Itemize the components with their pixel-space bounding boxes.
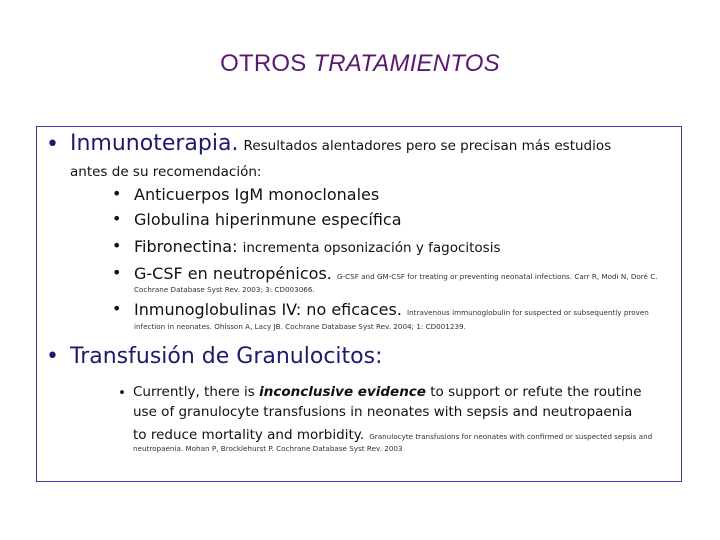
title-part-plain: OTROS xyxy=(220,50,314,77)
list-item-bullet: • xyxy=(112,209,122,228)
immuno-heading-line xyxy=(70,131,611,156)
transfusion-bullet: • xyxy=(46,344,59,369)
list-item-ivig xyxy=(134,300,649,319)
immuno-heading: Inmunoterapia. xyxy=(70,131,239,156)
fibronectina-detail: incrementa opsonización y fagocitosis xyxy=(242,240,501,256)
inconclusive-evidence: inconclusive evidence xyxy=(259,384,426,400)
list-item-globulina: Globulina hiperinmune específica xyxy=(134,210,402,229)
list-item-bullet: • xyxy=(112,236,122,255)
list-item-gcsf xyxy=(134,264,658,283)
ivig-reference-line2: infection in neonates. Ohlsson A, Lacy JB. Cochrane Database Syst Rev. 2004; 1: CD001239. xyxy=(134,322,466,331)
immuno-text2: antes de su recomendación: xyxy=(70,164,262,180)
transfusion-heading: Transfusión de Granulocitos: xyxy=(70,344,383,369)
fibronectina-label: Fibronectina: xyxy=(134,237,238,256)
gcsf-label: G-CSF en neutropénicos. xyxy=(134,264,332,283)
immuno-bullet: • xyxy=(46,132,59,157)
list-item-bullet: • xyxy=(112,299,122,318)
ivig-label: Inmunoglobulinas IV: no eficaces. xyxy=(134,300,402,319)
transfusion-line1: Currently, there is inconclusive evidence to support or refute the routine xyxy=(133,384,642,400)
slide-title xyxy=(0,50,720,78)
list-item-igm: Anticuerpos IgM monoclonales xyxy=(134,185,380,204)
list-item-fibronectina xyxy=(134,237,501,256)
gcsf-reference-line2: Cochrane Database Syst Rev. 2003; 3: CD003066. xyxy=(134,285,315,294)
transfusion-reference-line2: neutropaenia. Mohan P, Brocklehurst P. Cochrane Database Syst Rev. 2003 xyxy=(133,444,403,453)
transfusion-reference: Granulocyte transfusions for neonates with confirmed or suspected sepsis and xyxy=(369,432,653,441)
transfusion-line3: to reduce mortality and morbidity. Granulocyte transfusions for neonates with confirmed or suspected sepsis and xyxy=(133,427,653,443)
gcsf-reference: G-CSF and GM-CSF for treating or preventing neonatal infections. Carr R, Modi N, Doré C. xyxy=(336,272,658,281)
title-part-italic: TRATAMIENTOS xyxy=(313,50,500,77)
list-item-bullet: • xyxy=(112,184,122,203)
list-item-bullet: • xyxy=(112,263,122,282)
transfusion-bullet-small: • xyxy=(118,385,126,401)
ivig-reference: Intravenous immunoglobulin for suspected or subsequently proven xyxy=(407,308,649,317)
immuno-text1: Resultados alentadores pero se precisan más estudios xyxy=(243,138,612,154)
transfusion-line2: use of granulocyte transfusions in neonates with sepsis and neutropaenia xyxy=(133,404,633,420)
